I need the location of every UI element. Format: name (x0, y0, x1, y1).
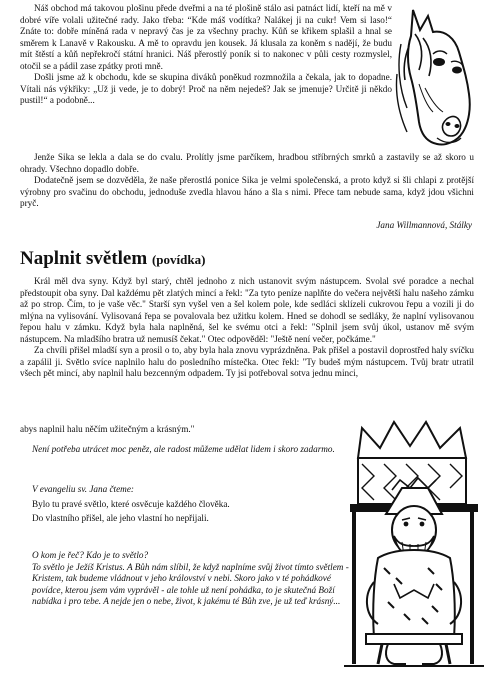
title-text: Naplnit světlem (20, 248, 148, 269)
paragraph: Náš obchod má takovou plošinu přede dveřmi a na té plošině stálo asi patnáct lidí, kteří na mě v dobré víře volali užitečné rady. Jako třeba: “Kde máš vodítka? Nalákej ji na cukr! Vem si laso!“ Znáte to: dobře míněná rada v nepravý čas je za všechny prachy. Kůň se křikem splašil a hnal se směrem k Lanavě v Rakousku. A mě to opravdu jen kousek. Já klusala za koněm s nadějí, že budu mít štěstí a kůň nepřekročí státní hranici. Náš přerostlý poník si to nakonec v půli cesty rozmyslel, otočil se a pádil zase zpátky proti mně. (20, 3, 392, 71)
paragraph: Dodatečně jsem se dozvěděla, že naše přerostlá ponice Sika je velmi společenská, a proto když si šli chlapi z protější výrobny pro svačinu do obchodu, jednoduše zvedla hlavou háno a šla s nimi. Přece tam nebude sama, když jdou všichni pryč. (20, 175, 474, 208)
story-title (20, 248, 205, 270)
closing-reflection (32, 550, 350, 608)
author-signature: Jana Willmannová, Stálky (376, 220, 472, 230)
paragraph: To světlo je Ježíš Kristus. A Bůh nám slíbil, že když naplníme svůj život tímto světlem - Kristem, tak budeme vládnout v jeho království v nebi. Skoro jako v té pohádkové povídce, kterou jsem vám vyprávěl - ale tohle už není pohádka, to je skutečná Boží nabídka i pro tebe. A nejde jen o nebe, život, k jakému té Bůh zve, je už teď krásný... (32, 561, 349, 606)
gospel-quote (32, 484, 350, 525)
question: O kom je řeč? Kdo je to světlo? (32, 550, 149, 560)
paragraph: Jenže Sika se lekla a dala se do cvalu. Prolítly jsme parčíkem, hradbou stříbrných smrků a zastavily se až skoro u ohrady. Všechno dopadlo dobře. (20, 152, 474, 174)
story-body (20, 276, 474, 380)
paragraph: Došli jsme až k obchodu, kde se skupina diváků poněkud rozmnožila a čekala, jak to dopadne. Vítali nás výkřiky: „Už ji vede, je to dobrý! Proč na něm nejedeš? Jak se jmenuje? Určitě ji někdo pustil!“ a podobně... (20, 72, 392, 105)
paragraph: Král měl dva syny. Když byl starý, chtěl jednoho z nich ustanovit svým nástupcem. Svolal své poradce a nechal předstoupit oba syny. Dal každému pět zlatých mincí a řekl: "Za tyto peníze naplňte do večera největší halu našeho zámku až po strop. Čím, to je vaše věc." Starší syn vyšel ven a šel kolem pole, kde sedláci sklízeli cukrovou řepu a vozili ji do mlýna na vylisování. Vylisovaná řepa se povalovala bez užitku kolem. Hned se dohodl se sedláky, že naplní vylisovanou řepou halu v zámku. Když byla hala naplněná, šel ke svému otci a řekl: "Splnil jsem svůj úkol, ustanov mě svým nástupcem. Na mladšího bratra už nemusíš čekat." Otec odpověděl: "Ještě není večer, počkáme." (20, 276, 474, 344)
quote-intro: V evangeliu sv. Jana čteme: (32, 484, 134, 494)
paragraph: Za chvíli přišel mladší syn a prosil o to, aby byla hala znovu vyprázdněna. Pak přišel a postavil doprostřed haly svíčku a zapálil ji. Světlo svíce naplnilo halu do posledního místečka. Otec řekl: "Ty budeš mým nástupcem. Tvůj bratr utratil všech pět mincí, aby naplnil halu bezcenným odpadem. Ty jsi potřeboval sotva jednu minci, (20, 345, 474, 378)
story-body-narrow (20, 424, 350, 436)
story-top-full (20, 152, 474, 210)
moral-note (32, 444, 350, 456)
horse-illustration (393, 4, 479, 154)
paragraph: Není potřeba utrácet moc peněz, ale radost můžeme udělat lidem i skoro zadarmo. (32, 444, 335, 454)
story-top-narrow (20, 3, 392, 107)
paragraph: abys naplnil halu něčím užitečným a krásným." (20, 424, 195, 434)
title-subtitle: (povídka) (151, 252, 206, 267)
quote-line: Bylo tu pravé světlo, které osvěcuje každého člověka. (32, 498, 230, 509)
king-illustration (344, 418, 484, 670)
quote-line: Do vlastního přišel, ale jeho vlastní ho nepřijali. (32, 513, 209, 523)
